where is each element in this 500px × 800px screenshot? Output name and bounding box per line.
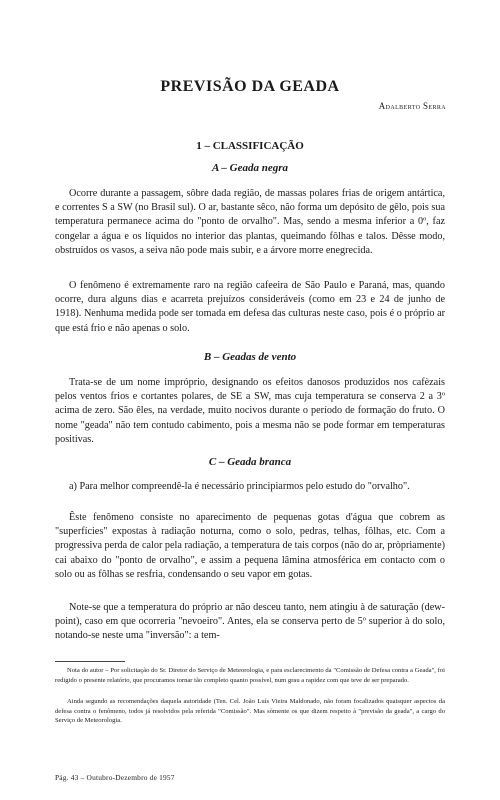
subsection-heading-c: C – Geada branca (208, 456, 292, 468)
paragraph-c-2: Êste fenômeno consiste no aparecimento de pequenas gotas d'água que cobrem as "superfícies" expostas à radiação noturna, como o solo, pedras, telhas, fôlhas, etc. Com a progressiva perda de calor pela radiação, a temperatura de tais corpos (não do ar, pròpriamente) cai abaixo do "ponto de orvalho", e assim a pequena lâmina atmosférica em contacto com o solo ou as fôlhas se resfria, condensando o seu vapor em gotas. (55, 512, 445, 580)
paragraph-c-1: a) Para melhor compreendê-la é necessário principiarmos pelo estudo do "orvalho". (69, 481, 410, 492)
subsection-heading-b: B – Geadas de vento (203, 351, 297, 363)
article-author: Adalberto Serra (378, 101, 446, 111)
footnote-recommendations: Ainda segundo as recomendações daquela autoridade (Ten. Cel. João Luís Vieira Maldonado, não foram focalizados quaisquer aspectos da defesa contra o fenômeno, todos já resolvidos pela referida "Comissão". Mas sòmente os que dizem respeito à "previsão da geada", a cargo do Serviço de Meteorologia. (55, 698, 445, 725)
paragraph-a-1: Ocorre durante a passagem, sôbre dada região, de massas polares frias de origem antártica, e correntes S a SW (no Brasil sul). O ar, bastante sêco, não forma um depósito de gêlo, pois sua temperatura permanece acima do "ponto de orvalho". Mas, sendo a mesma inferior a 0º, faz congelar a água e os líquidos no interior das plantas, queimando fôlhas e talos. Dêsse modo, obstruídos os vasos, a seiva não pode mais subir, e a árvore morre enegrecida. (55, 188, 445, 256)
paragraph-c-3: Note-se que a temperatura do próprio ar não desceu tanto, nem atingiu à de saturação (dew-point), caso em que ocorreria "nevoeiro". Antes, ela se conserva perto de 5º superior à do solo, notando-se neste uma "inversão": a tem- (55, 602, 445, 642)
page-footer: Pág. 43 – Outubro-Dezembro de 1957 (55, 773, 175, 782)
paragraph-b-1: Trata-se de um nome impróprio, designando os efeitos danosos produzidos nos cafèzais pelos ventos frios e cortantes polares, de SE a SW, mas cuja temperatura se conserva 2 a 3º acima de zero. São êles, na verdade, muito nocivos durante o período de formação do fruto. O nome "geada" não tem contudo cabimento, pois a mesma não se pode formar em temperaturas positivas. (55, 377, 445, 445)
article-title: PREVISÃO DA GEADA (160, 78, 340, 95)
paragraph-a-2: O fenômeno é extremamente raro na região cafeeira de São Paulo e Paraná, mas, quando ocorre, dura alguns dias e acarreta prejuízos consideráveis (como em 23 e 24 de junho de 1918). Nenhuma medida pode ser tomada em defesa das culturas neste caso, pois é o próprio ar que está frio e não apenas o solo. (55, 280, 445, 334)
footnote-author-note: Nota do autor – Por solicitação do Sr. Diretor do Serviço de Meteorologia, e para esclarecimento da "Comissão de Defesa contra a Geada", foi redigido o presente relatório, que procuramos tornar tão completo quanto possível, num grau a rapidez com que teve de ser preparado. (55, 667, 445, 684)
section-heading-classificacao: 1 – CLASSIFICAÇÃO (196, 140, 304, 152)
subsection-heading-a: A – Geada negra (211, 162, 289, 174)
footnote-divider (55, 661, 125, 662)
